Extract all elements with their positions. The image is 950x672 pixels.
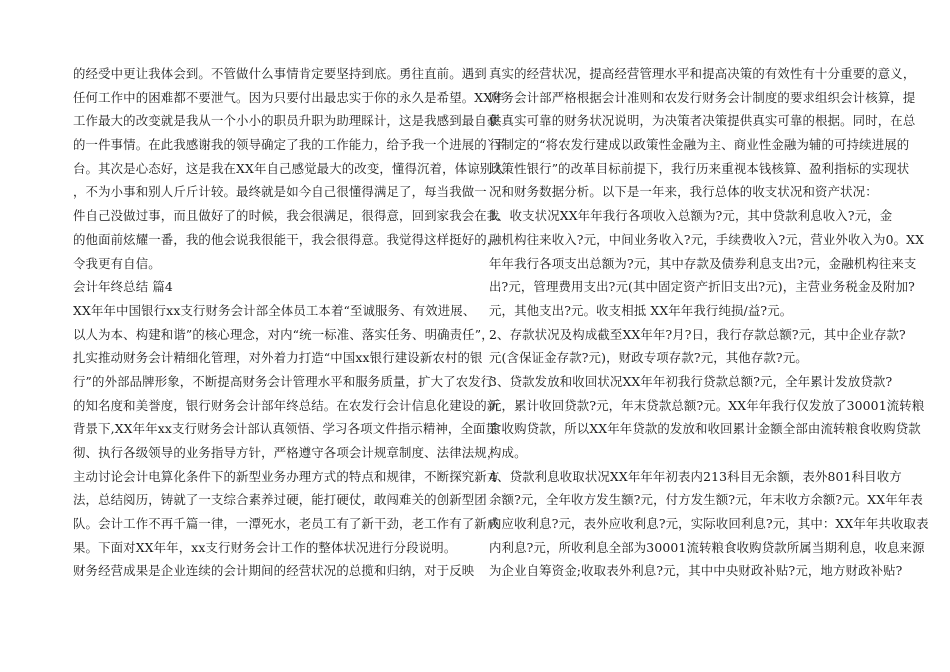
left-column-text-line: XX年年中国银行xx支行财务会计部全体员工本着“至诚服务、有效进展、 [73, 302, 476, 318]
right-column-text-line: 内应收利息?元，表外应收利息?元，实际收回利息?元，其中：XX年年共收取表 [489, 516, 929, 532]
left-column-text-line: 的知名度和美誉度，银行财务会计部年终总结。在农发行会计信息化建设的新 [73, 397, 500, 413]
left-column-text-line: 件自己没做过事，而且做好了的时候，我会很满足，很得意，回到家我会在我 [73, 208, 500, 224]
left-column-text-line: 的一件事情。在此我感谢我的领导确定了我的工作能力，给予我一个进展的`平 [73, 137, 506, 153]
right-column-text-line: 为企业自筹资金;收取表外利息?元，其中中央财政补贴?元，地方财政补贴? [489, 563, 903, 579]
right-column-text-line: 元，累计收回贷款?元，年末贷款总额?元。XX年年我行仅发放了30001流转粮 [489, 397, 925, 413]
right-column-text-line: 行制定的“将农发行建成以政策性金融为主、商业性金融为辅的可持续进展的 [489, 137, 910, 153]
right-column-text-line: 元(含保证金存款?元)，财政专项存款?元，其他存款?元。 [489, 350, 808, 366]
left-text-column [73, 62, 506, 583]
left-column-text-line: 行”的外部品牌形象，不断提高财务会计管理水平和服务质量，扩大了农发行 [73, 373, 494, 389]
right-column-text-line: 出?元，管理费用支出?元(其中固定资产折旧支出?元)，主营业务税金及附加? [489, 279, 915, 295]
right-column-text-line: 4、贷款利息收取状况XX年年年初表内213科目无余额，表外801科目收方 [489, 468, 902, 484]
left-column-text-line: 果。下面对XX年年，xx支行财务会计工作的整体状况进行分段说明。 [73, 539, 457, 555]
right-column-text-line: 政策性银行”的改革目标前提下，我行历来重视本钱核算、盈利指标的实现状 [489, 160, 910, 176]
left-column-text-line: 以人为本、构建和谐”的核心理念，对内“统一标准、落实任务、明确责任”， [73, 326, 494, 342]
right-column-text-line: 财务会计部严格根据会计准则和农发行财务会计制度的要求组织会计核算，提 [489, 89, 916, 105]
left-column-text-line: 工作最大的改变就是我从一个小小的职员升职为助理睬计，这是我感到最自豪 [73, 113, 500, 129]
left-column-text-line: 主动讨论会计电算化条件下的新型业务办理方式的特点和规律，不断探究新方 [73, 468, 500, 484]
right-column-text-line: 3、贷款发放和收回状况XX年年初我行贷款总额?元，全年累计发放贷款? [489, 373, 893, 389]
right-column-text-line: 元，其他支出?元。收支相抵 XX年年我行纯损/益?元。 [489, 302, 793, 318]
left-column-text-line: 背景下,XX年年xx支行财务会计部认真领悟、学习各项文件指示精神，全面贯 [73, 421, 499, 437]
right-column-text-line: 1、收支状况XX年年我行各项收入总额为?元，其中贷款利息收入?元，金 [489, 208, 893, 224]
right-column-text-line: 年年我行各项支出总额为?元，其中存款及债券利息支出?元，金融机构往来支 [489, 255, 917, 271]
left-column-text-line: 财务经营成果是企业连续的会计期间的经营状况的总揽和归纳，对于反映 [73, 563, 475, 579]
left-column-text-line: 的他面前炫耀一番，我的他会说我很能干，我会很得意。我觉得这样挺好的， [73, 231, 500, 247]
left-column-text-line: 令我更有自信。 [73, 255, 161, 271]
left-column-text-line: 法，总结阅历，铸就了一支综合素养过硬，能打硬仗，敢闯难关的创新型团 [73, 492, 487, 508]
right-column-text-line: 真实的经营状况，提高经营管理水平和提高决策的有效性有十分重要的意义， [489, 66, 916, 81]
right-text-column [489, 62, 929, 583]
right-column-text-line: 2、存款状况及构成截至XX年年?月?日，我行存款总额?元，其中企业存款? [489, 326, 906, 342]
left-column-text-line: 台。其次是心态好，这是我在XX年自己感觉最大的改变，懂得沉着，体谅别人 [73, 160, 505, 176]
right-column-text-line: 构成。 [489, 445, 527, 460]
left-column-text-line: 任何工作中的困难都不要泄气。因为只要付出最忠实于你的永久是希望。XX年 [73, 89, 505, 105]
left-column-text-line: 的经受中更让我体会到。不管做什么事情肯定要坚持到底。勇往直前。遇到 [73, 66, 487, 81]
right-column-text-line: 内利息?元，所收利息全部为30001流转粮食收购贷款所属当期利息，收息来源 [489, 539, 925, 555]
left-column-text-line: 扎实推动财务会计精细化管理，对外着力打造“中国xx银行建设新农村的银 [73, 350, 483, 366]
left-column-text-line: 会计年终总结 篇4 [73, 279, 173, 295]
right-column-text-line: 余额?元，全年收方发生额?元，付方发生额?元，年末收方余额?元。XX年年表 [489, 492, 923, 508]
right-column-text-line: 融机构往来收入?元，中间业务收入?元，手续费收入?元，营业外收入为0。XX [489, 231, 925, 247]
right-column-text-line: 食收购贷款，所以XX年年贷款的发放和收回累计金额全部由流转粮食收购贷款 [489, 421, 921, 437]
right-column-text-line: 供真实可靠的财务状况说明，为决策者决策提供真实可靠的根据。同时，在总 [489, 113, 916, 129]
left-column-text-line: 彻、执行各级领导的业务指导方针，严格遵守各项会计规章制度、法律法规， [73, 445, 500, 460]
left-column-text-line: ，不为小事和别人斤斤计较。最终就是如今自己很懂得满足了，每当我做一 [73, 184, 487, 200]
right-column-text-line: 况和财务数据分析。以下是一年来，我行总体的收支状况和资产状况： [489, 184, 878, 200]
left-column-text-line: 队。会计工作不再千篇一律，一潭死水，老员工有了新干劲，老工作有了新成 [73, 516, 500, 532]
